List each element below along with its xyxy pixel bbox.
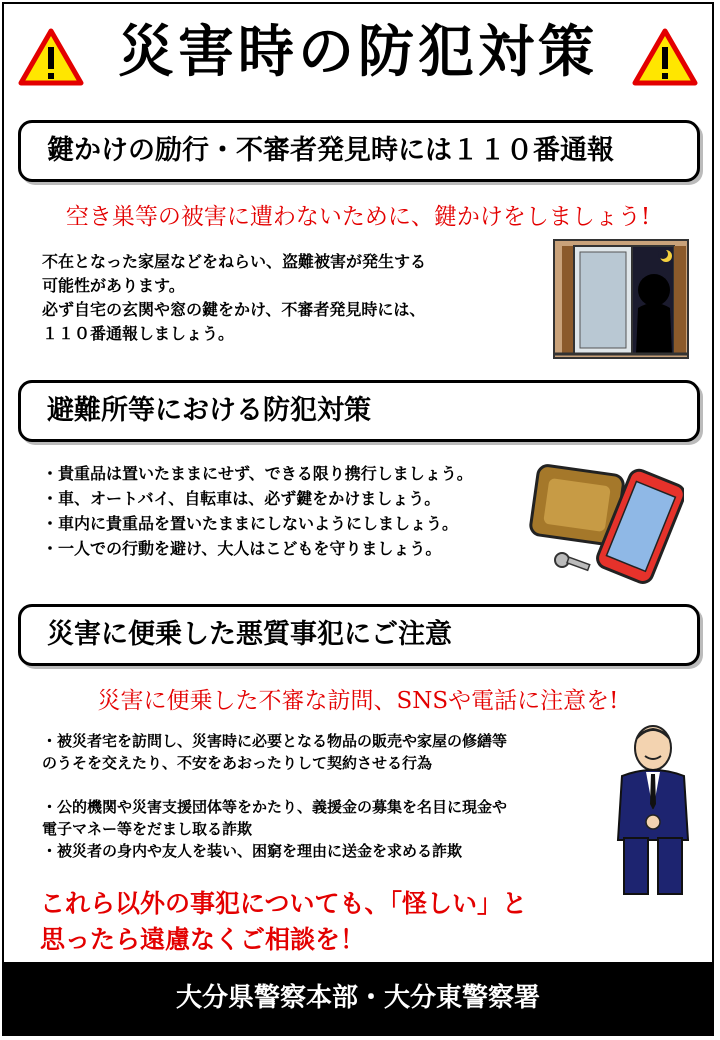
footer-organization: 大分県警察本部・大分東警察署	[4, 962, 712, 1034]
list-item: ・車内に貴重品を置いたままにしないようにしましょう。	[42, 514, 459, 533]
suspicious-salesman-illustration	[608, 720, 698, 900]
body-line: 可能性があります。	[42, 276, 185, 295]
list-item: ・公的機関や災害支援団体等をかたり、義援金の募集を名目に現金や	[42, 798, 508, 816]
section-list-shelter	[42, 461, 473, 561]
page-title: 災害時の防犯対策	[118, 19, 598, 85]
warning-icon	[632, 28, 698, 86]
list-item: ・車、オートバイ、自転車は、必ず鍵をかけましょう。	[42, 489, 441, 508]
callout-line: 思ったら遠慮なくご相談を！	[40, 925, 366, 954]
section-body-lock	[42, 250, 426, 346]
list-item: のうそを交えたり、不安をあおったりして契約させる行為	[42, 754, 433, 772]
list-item: ・被災者宅を訪問し、災害時に必要となる物品の販売や家屋の修繕等	[42, 732, 508, 750]
list-item: ・一人での行動を避け、大人はこどもを守りましょう。	[42, 539, 442, 558]
window-burglar-illustration	[552, 238, 690, 360]
section-subheading-lock: 空き巣等の被害に遭わないために、鍵かけをしましょう!	[65, 204, 651, 230]
callout-line: これら以外の事犯についても、「怪しい」と	[40, 889, 528, 918]
body-line: １１０番通報しましょう。	[42, 324, 235, 343]
wallet-phone-key-illustration	[528, 460, 684, 584]
section-heading-fraud: 災害に便乗した悪質事犯にご注意	[18, 604, 700, 666]
body-line: 必ず自宅の玄関や窓の鍵をかけ、不審者発見時には、	[42, 300, 426, 319]
poster	[2, 2, 714, 1036]
section-subheading-fraud: 災害に便乗した不審な訪問、SNSや電話に注意を!	[97, 688, 619, 714]
body-line: 不在となった家屋などをねらい、盗難被害が発生する	[42, 252, 427, 271]
section-list-fraud	[42, 730, 507, 862]
section-heading-lock: 鍵かけの励行・不審者発見時には１１０番通報	[18, 120, 700, 182]
section-heading-shelter: 避難所等における防犯対策	[18, 380, 700, 442]
list-item: 電子マネー等をだまし取る詐欺	[42, 820, 253, 838]
list-item	[42, 774, 507, 796]
list-item: ・被災者の身内や友人を装い、困窮を理由に送金を求める詐欺	[42, 842, 463, 860]
callout-text	[40, 886, 527, 958]
list-item: ・貴重品は置いたままにせず、できる限り携行しましょう。	[42, 464, 473, 483]
